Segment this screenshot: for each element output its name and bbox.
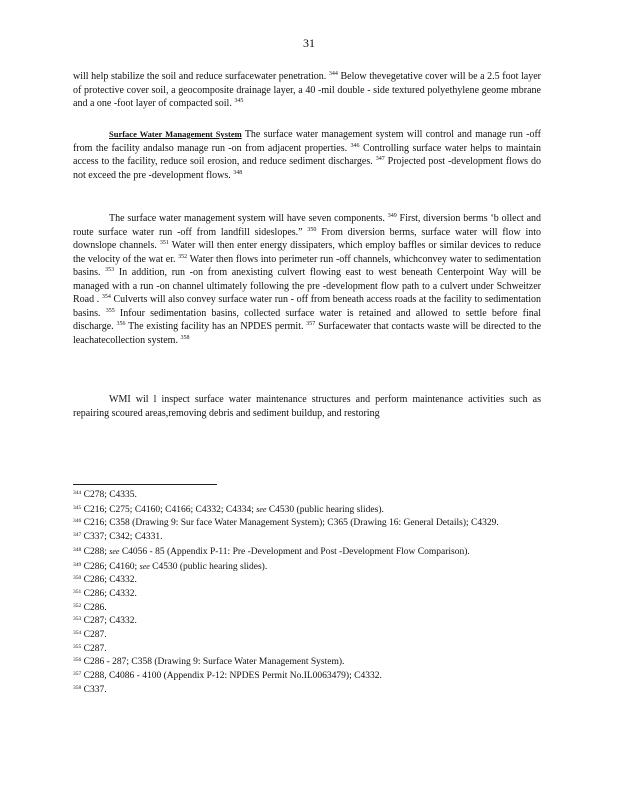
- text: The surface water management system will have seven components.: [109, 213, 385, 224]
- footnote-number: 348: [73, 546, 82, 553]
- footnote-ref[interactable]: 358: [180, 334, 190, 341]
- footnote-ref[interactable]: 351: [159, 240, 169, 246]
- footnote-text: C287.: [83, 643, 107, 654]
- footnote-number: 349: [73, 561, 82, 568]
- footnote-text: C286; C4160;: [83, 561, 138, 572]
- text: In addition, run -on from anexisting culvert flowing east to west beneath Centerpoint Way will be managed with a run -on channel ultimately following the pre -development flow path to a culvert under Schweitzer Road .: [73, 267, 542, 305]
- footnote-ref[interactable]: 354: [101, 294, 111, 300]
- see-signal: see: [256, 504, 267, 514]
- footnote-ref[interactable]: 349: [387, 213, 397, 219]
- footnote-350: [73, 574, 543, 588]
- footnote-ref[interactable]: 345: [234, 98, 244, 104]
- footnote-347: [73, 531, 543, 545]
- footnote-text: C286.: [83, 602, 107, 613]
- paragraph-seven-components: [73, 212, 541, 347]
- footnote-ref[interactable]: 357: [306, 321, 316, 327]
- paragraph-cover-system: [73, 70, 541, 111]
- footnote-number: 346: [73, 518, 82, 525]
- footnote-349: [73, 560, 543, 575]
- footnote-352: [73, 602, 543, 616]
- footnote-text: C287; C4332.: [83, 616, 137, 627]
- footnote-text: C337; C342; C4331.: [83, 532, 163, 543]
- footnote-number: 351: [73, 588, 82, 595]
- text: The surface water management system will control and manage run -off from the facility andalso manage run -on from adjacent properties.: [73, 129, 541, 154]
- footnote-number: 356: [73, 657, 82, 664]
- footnote-number: 354: [73, 630, 82, 637]
- page-number: 31: [303, 36, 315, 50]
- footnote-358: [73, 684, 543, 698]
- footnote-354: [73, 629, 543, 643]
- footnote-ref[interactable]: 347: [375, 156, 385, 162]
- footnote-text: C286; C4332.: [83, 588, 137, 599]
- see-signal: see: [109, 546, 120, 556]
- footnote-text: C216; C358 (Drawing 9: Sur face Water Management System); C365 (Drawing 16: General Details); C4329.: [83, 518, 499, 529]
- text: Water will then enter energy dissipaters, which employ baffles or similar devices to reduce the velocity of the wat er.: [73, 240, 541, 265]
- footnote-353: [73, 615, 543, 629]
- footnote-351: [73, 588, 543, 602]
- footnote-number: 344: [73, 490, 82, 496]
- footnote-ref[interactable]: 355: [105, 307, 115, 314]
- text: Controlling surface water helps to maintain access to the facility, reduce soil erosion, and reduce sediment discharges.: [73, 142, 542, 167]
- text: The existing facility has an NPDES permit.: [128, 321, 304, 332]
- see-signal: see: [139, 561, 150, 571]
- footnote-separator: [73, 484, 217, 485]
- footnote-number: 345: [73, 504, 82, 511]
- footnote-text: C4056 - 85 (Appendix P-11: Pre -Development and Post -Development Flow Comparison).: [121, 546, 470, 557]
- footnote-ref[interactable]: 353: [105, 267, 115, 273]
- footnote-ref[interactable]: 348: [233, 169, 243, 176]
- footnote-number: 347: [73, 532, 82, 539]
- footnote-355: [73, 643, 543, 657]
- footnote-ref[interactable]: 352: [178, 253, 188, 260]
- footnote-text: C278; C4335.: [83, 490, 137, 500]
- text: Surfacewater that contacts waste will be directed to the leachatecollection system.: [73, 321, 542, 346]
- footnote-348: [73, 545, 543, 560]
- footnotes: [73, 489, 543, 698]
- text: First, diversion berms ‘b ollect and route surface water run -off from landfill sideslopes.”: [73, 213, 542, 238]
- footnote-text: C216; C275; C4160; C4166; C4332; C4334;: [83, 504, 254, 515]
- footnote-ref[interactable]: 346: [350, 142, 360, 149]
- text: Projected post -development flows do not exceed the pre -development flows.: [73, 156, 542, 181]
- footnote-number: 350: [73, 575, 82, 582]
- footnote-text: C4530 (public hearing slides).: [268, 504, 384, 515]
- footnote-text: C4530 (public hearing slides).: [152, 561, 268, 572]
- paragraph-surface-water-management: [73, 128, 541, 182]
- footnote-text: C288;: [83, 546, 107, 557]
- footnote-text: C288, C4086 - 4100 (Appendix P-12: NPDES Permit No.IL0063479); C4332.: [83, 671, 382, 682]
- footnote-356: [73, 656, 543, 670]
- footnote-number: 358: [73, 684, 82, 691]
- text: Below thevegetative cover will be a 2.5 foot layer of protective cover soil, a geocomposite drainage layer, a 40 -mil double - side textured polyethylene geome mbrane and a one -foot layer of compacted soil.: [73, 71, 541, 109]
- footnote-number: 357: [73, 671, 82, 678]
- text: will help stabilize the soil and reduce surfacewater penetration.: [73, 71, 327, 82]
- text: WMI wil l inspect surface water maintenance structures and perform maintenance activities such as repairing scoured areas,removing debris and sediment buildup, and restoring: [73, 394, 541, 419]
- paragraph-maintenance: [73, 393, 541, 420]
- footnote-345: [73, 503, 543, 518]
- text: Infour sedimentation basins, collected surface water is retained and allowed to settle before final discharge.: [73, 307, 541, 332]
- footnote-number: 352: [73, 602, 82, 609]
- footnote-357: [73, 670, 543, 684]
- text: Culverts will also convey surface water run - off from beneath access roads at the facility to sedimentation basins.: [73, 294, 542, 319]
- footnote-ref[interactable]: 356: [116, 321, 126, 327]
- footnote-ref[interactable]: 344: [328, 71, 338, 77]
- footnote-text: C286 - 287; C358 (Drawing 9: Surface Water Management System).: [83, 657, 345, 668]
- footnote-number: 355: [73, 643, 82, 650]
- footnote-text: C287.: [83, 630, 107, 641]
- footnote-346: [73, 517, 543, 531]
- footnote-ref[interactable]: 350: [307, 226, 317, 233]
- text: Water then flows into perimeter run -off channels, whichconvey water to sedimentation basins.: [73, 253, 542, 278]
- section-heading: Surface Water Management System: [109, 129, 242, 139]
- footnote-344: [73, 489, 543, 503]
- footnote-text: C286; C4332.: [83, 575, 137, 586]
- text: From diversion berms, surface water will flow into downslope channels.: [73, 226, 542, 251]
- footnote-text: C337.: [83, 684, 107, 695]
- footnote-number: 353: [73, 616, 82, 623]
